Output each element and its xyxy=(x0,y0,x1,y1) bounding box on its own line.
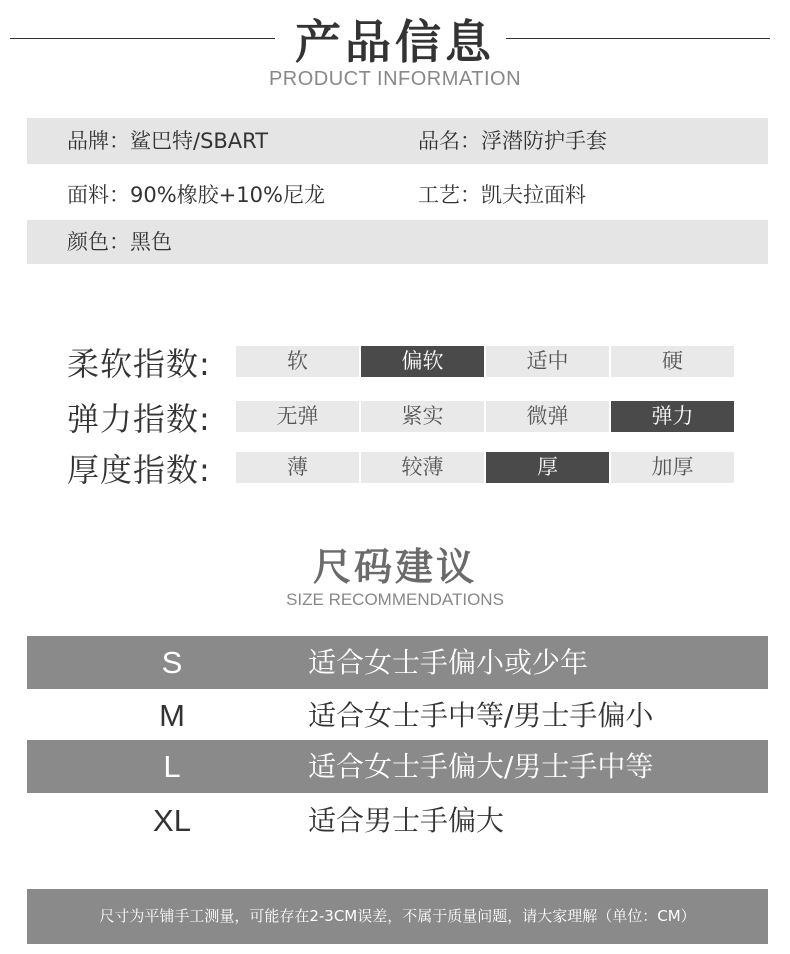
thickness-option-thick: 厚 xyxy=(486,452,609,483)
size-description: 适合女士手中等/男士手偏小 xyxy=(308,699,654,732)
size-description: 适合女士手偏大/男士手中等 xyxy=(308,750,654,783)
softness-option-slightly-soft: 偏软 xyxy=(361,346,484,377)
thickness-option-fairly-thin: 较薄 xyxy=(361,452,484,483)
thickness-index-label: 厚度指数: xyxy=(67,451,211,489)
info-row-3 xyxy=(27,220,768,264)
page-title: 产品信息 xyxy=(295,15,495,69)
info-row-2 xyxy=(27,172,768,218)
elasticity-option-elastic: 弹力 xyxy=(611,401,734,432)
size-code: L xyxy=(163,749,181,784)
size-description: 适合男士手偏大 xyxy=(308,804,505,837)
thickness-option-thin: 薄 xyxy=(236,452,359,483)
info-color: 颜色：黑色 xyxy=(67,230,172,254)
size-section-subtitle: SIZE RECOMMENDATIONS xyxy=(286,590,504,609)
info-row-1 xyxy=(27,118,768,164)
measurement-note: 尺寸为平铺手工测量，可能存在2-3CM误差，不属于质量问题，请大家理解（单位：CM） xyxy=(27,889,768,944)
softness-option-medium: 适中 xyxy=(486,346,609,377)
softness-option-hard: 硬 xyxy=(611,346,734,377)
softness-option-soft: 软 xyxy=(236,346,359,377)
size-row-l xyxy=(27,740,768,793)
elasticity-index-label: 弹力指数: xyxy=(67,400,211,438)
size-row-xl xyxy=(27,794,768,847)
size-row-s xyxy=(27,636,768,689)
thickness-option-extra-thick: 加厚 xyxy=(611,452,734,483)
size-code: XL xyxy=(153,803,191,838)
elasticity-option-firm: 紧实 xyxy=(361,401,484,432)
size-description: 适合女士手偏小或少年 xyxy=(308,646,589,679)
size-row-m xyxy=(27,689,768,742)
info-craft: 工艺：凯夫拉面料 xyxy=(418,183,586,207)
elasticity-option-slight: 微弹 xyxy=(486,401,609,432)
size-code: M xyxy=(159,698,185,733)
elasticity-option-none: 无弹 xyxy=(236,401,359,432)
page-subtitle: PRODUCT INFORMATION xyxy=(268,68,522,90)
info-name: 品名：浮潜防护手套 xyxy=(418,129,607,153)
info-material: 面料：90%橡胶+10%尼龙 xyxy=(67,183,325,207)
size-section-title: 尺码建议 xyxy=(312,545,477,589)
info-brand: 品牌：鲨巴特/SBART xyxy=(67,129,269,153)
size-code: S xyxy=(161,645,183,680)
softness-index-label: 柔软指数: xyxy=(67,345,211,383)
